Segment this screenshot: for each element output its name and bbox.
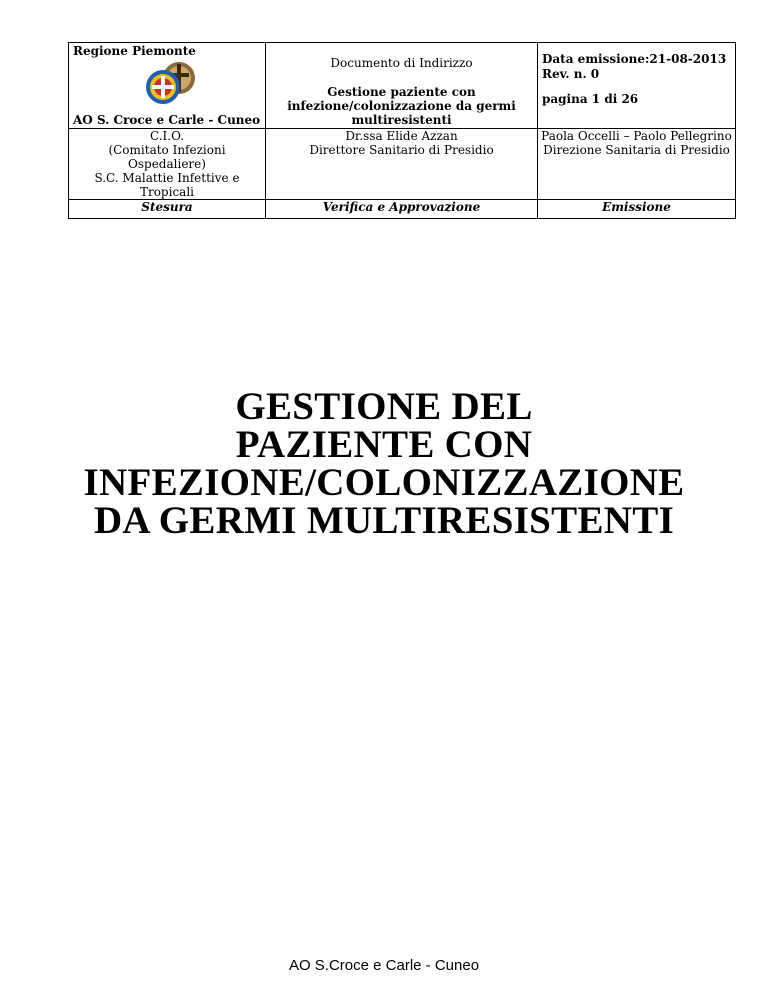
label-emissione: Emissione: [538, 200, 736, 219]
verifier-cell: Dr.ssa Elide Azzan Direttore Sanitario di Presidio: [266, 129, 538, 200]
issue-date: Data emissione:21-08-2013: [542, 52, 727, 66]
document-main-title: GESTIONE DEL PAZIENTE CON INFEZIONE/COLONIZZAZIONE DA GERMI MULTIRESISTENTI: [83, 385, 685, 542]
author-cell: C.I.O. (Comitato Infezioni Ospedaliere) S.C. Malattie Infettive e Tropicali: [69, 129, 266, 200]
document-meta-cell: [538, 43, 736, 129]
label-stesura: Stesura: [69, 200, 266, 219]
hospital-logo: [143, 57, 199, 109]
issuer-cell: Paola Occelli – Paolo Pellegrino Direzione Sanitaria di Presidio: [538, 129, 736, 200]
page-counter: pagina 1 di 26: [542, 92, 639, 106]
label-verifica: Verifica e Approvazione: [266, 200, 538, 219]
document-info-cell: [266, 43, 538, 129]
page-footer: AO S.Croce e Carle - Cuneo: [288, 957, 480, 974]
organization-cell: [69, 43, 266, 129]
revision-number: Rev. n. 0: [542, 67, 600, 81]
document-type: Documento di Indirizzo: [330, 56, 473, 70]
region-label: Regione Piemonte: [73, 44, 196, 58]
document-header-table: [68, 42, 736, 219]
organization-name: AO S. Croce e Carle - Cuneo: [73, 113, 261, 127]
document-short-title: Gestione paziente con infezione/colonizzazione da germi multiresistenti: [287, 85, 516, 127]
